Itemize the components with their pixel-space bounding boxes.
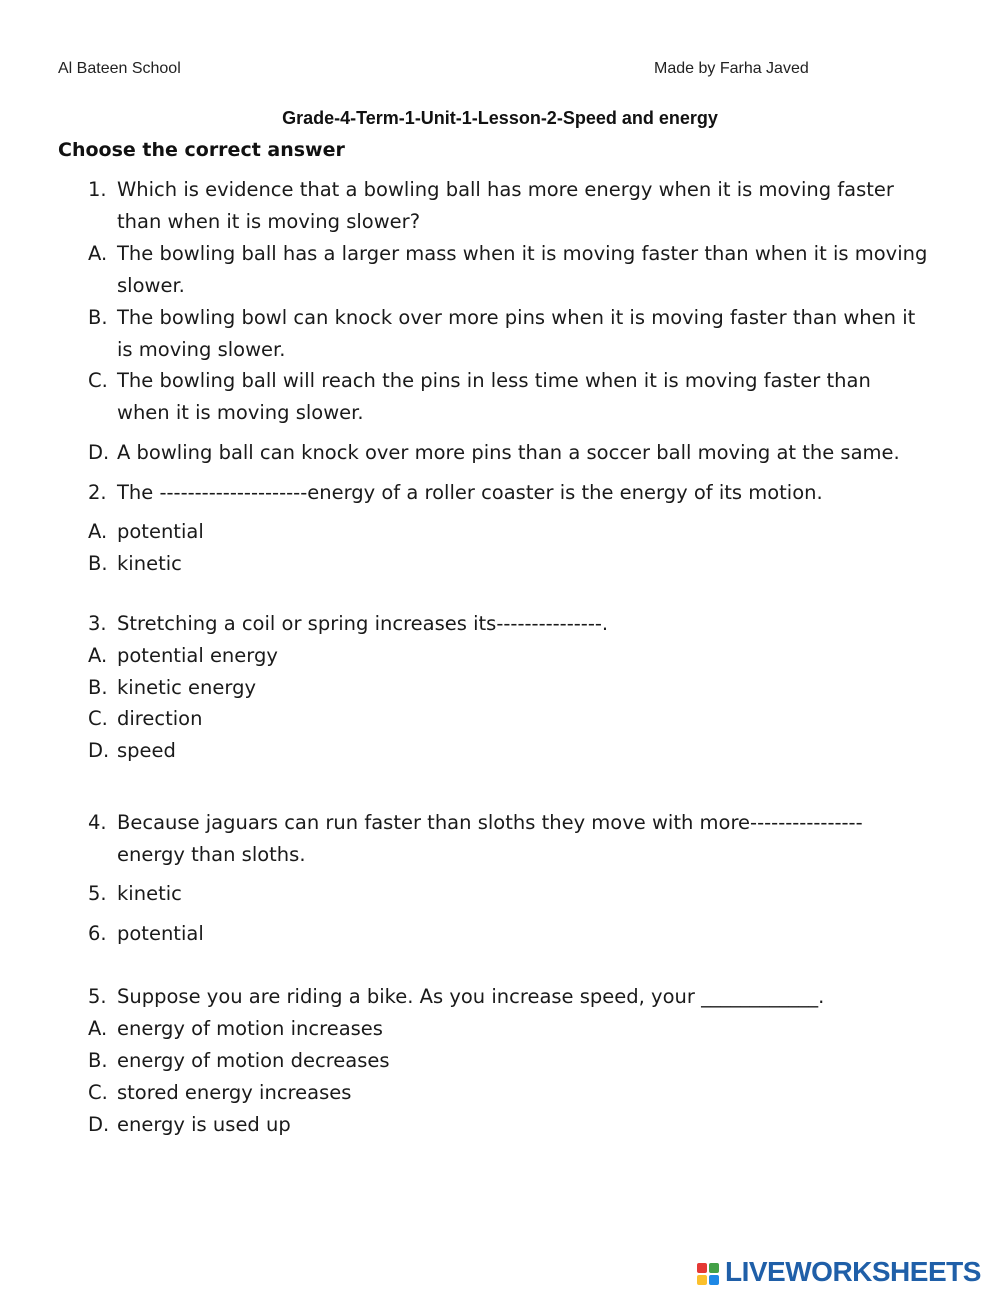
option-1b[interactable]	[88, 306, 915, 330]
option-letter: D.	[88, 739, 110, 762]
option-text: potential energy	[117, 644, 278, 667]
option-letter: A.	[88, 644, 108, 667]
option-letter: 5.	[88, 882, 107, 905]
option-letter: B.	[88, 306, 108, 329]
option-3a[interactable]	[88, 644, 278, 668]
question-number: 1.	[88, 178, 107, 201]
option-text: kinetic	[117, 552, 182, 575]
option-text: potential	[117, 520, 204, 543]
option-letter: A.	[88, 1017, 108, 1040]
option-3c[interactable]	[88, 707, 202, 731]
option-letter: A.	[88, 520, 108, 543]
option-text-continued: slower.	[117, 274, 185, 297]
option-1a[interactable]	[88, 242, 927, 266]
question-text-continued: than when it is moving slower?	[117, 210, 421, 233]
author-credit: Made by Farha Javed	[654, 60, 809, 77]
question-text: Stretching a coil or spring increases its---------------.	[117, 612, 609, 635]
option-letter: B.	[88, 1049, 108, 1072]
logo-text: LIVEWORKSHEETS	[725, 1256, 981, 1287]
question-4	[88, 811, 863, 835]
option-letter: D.	[88, 1113, 110, 1136]
option-text: potential	[117, 922, 204, 945]
worksheet-title: Grade-4-Term-1-Unit-1-Lesson-2-Speed and energy	[282, 108, 718, 128]
option-2a[interactable]	[88, 520, 204, 544]
option-text: kinetic	[117, 882, 182, 905]
option-text: energy of motion decreases	[117, 1049, 390, 1072]
option-3d[interactable]	[88, 739, 176, 763]
option-text-continued: is moving slower.	[117, 338, 286, 361]
option-letter: A.	[88, 242, 108, 265]
option-text: kinetic energy	[117, 676, 256, 699]
option-text: energy is used up	[117, 1113, 291, 1136]
question-text: Which is evidence that a bowling ball has more energy when it is moving faster	[117, 178, 894, 201]
option-text: The bowling ball has a larger mass when it is moving faster than when it is moving	[117, 242, 928, 265]
option-5b[interactable]	[88, 1049, 390, 1073]
option-letter: C.	[88, 369, 108, 392]
option-4-second[interactable]	[88, 922, 204, 946]
option-4-first[interactable]	[88, 882, 182, 906]
logo-square-blue	[709, 1275, 719, 1285]
option-text: stored energy increases	[117, 1081, 352, 1104]
option-text: A bowling ball can knock over more pins than a soccer ball moving at the same.	[117, 441, 900, 464]
instruction-heading: Choose the correct answer	[58, 139, 345, 161]
option-5a[interactable]	[88, 1017, 383, 1041]
question-3	[88, 612, 608, 636]
liveworksheets-logo-icon	[697, 1263, 719, 1285]
question-text-continued: energy than sloths.	[117, 843, 306, 866]
option-letter: C.	[88, 707, 108, 730]
question-text: Suppose you are riding a bike. As you increase speed, your ____________.	[117, 985, 825, 1008]
question-text: Because jaguars can run faster than sloths they move with more----------------	[117, 811, 863, 834]
question-number: 2.	[88, 481, 107, 504]
option-text: direction	[117, 707, 203, 730]
option-letter: B.	[88, 676, 108, 699]
question-number: 3.	[88, 612, 107, 635]
question-5	[88, 985, 824, 1009]
school-name: Al Bateen School	[58, 60, 181, 77]
logo-square-green	[709, 1263, 719, 1273]
option-5c[interactable]	[88, 1081, 351, 1105]
option-text: speed	[117, 739, 176, 762]
option-1d[interactable]	[88, 441, 900, 465]
option-text: energy of motion increases	[117, 1017, 383, 1040]
option-text: The bowling ball will reach the pins in less time when it is moving faster than	[117, 369, 871, 392]
question-1	[88, 178, 894, 202]
option-5d[interactable]	[88, 1113, 291, 1137]
option-1c[interactable]	[88, 369, 871, 393]
question-2	[88, 481, 823, 505]
option-text: The bowling bowl can knock over more pins when it is moving faster than when it	[117, 306, 916, 329]
option-letter: 6.	[88, 922, 107, 945]
option-text-continued: when it is moving slower.	[117, 401, 364, 424]
liveworksheets-logo[interactable]	[697, 1256, 981, 1288]
question-number: 5.	[88, 985, 107, 1008]
question-number: 4.	[88, 811, 107, 834]
logo-square-red	[697, 1263, 707, 1273]
option-3b[interactable]	[88, 676, 256, 700]
question-text: The ---------------------energy of a roller coaster is the energy of its motion.	[117, 481, 823, 504]
option-letter: D.	[88, 441, 110, 464]
option-letter: B.	[88, 552, 108, 575]
option-letter: C.	[88, 1081, 108, 1104]
logo-square-yellow	[697, 1275, 707, 1285]
option-2b[interactable]	[88, 552, 182, 576]
